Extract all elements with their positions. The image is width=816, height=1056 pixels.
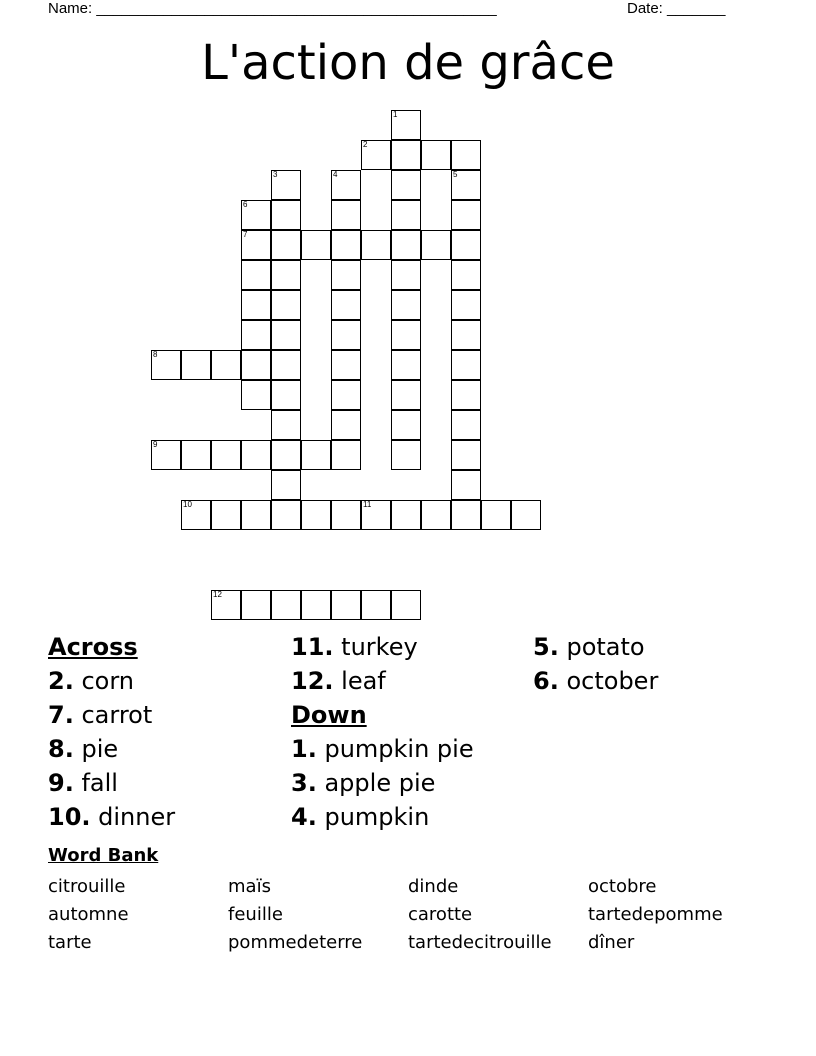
crossword-cell[interactable] xyxy=(391,290,421,320)
word-bank-word: tartedecitrouille xyxy=(408,932,552,953)
crossword-cell[interactable] xyxy=(391,140,421,170)
crossword-cell[interactable] xyxy=(241,590,271,620)
crossword-cell[interactable] xyxy=(271,260,301,290)
crossword-cell[interactable] xyxy=(331,290,361,320)
crossword-cell[interactable] xyxy=(271,320,301,350)
crossword-cell[interactable] xyxy=(241,320,271,350)
crossword-cell[interactable] xyxy=(241,380,271,410)
crossword-cell[interactable] xyxy=(361,500,391,530)
crossword-cell[interactable] xyxy=(301,440,331,470)
crossword-cell[interactable] xyxy=(421,140,451,170)
word-bank-word: citrouille xyxy=(48,876,126,897)
clue-number: 10 xyxy=(183,500,192,509)
clue-across-8: 8. pie xyxy=(48,735,119,763)
crossword-cell[interactable] xyxy=(301,230,331,260)
clue-across-12: 12. leaf xyxy=(291,667,386,695)
crossword-cell[interactable] xyxy=(451,500,481,530)
crossword-cell[interactable] xyxy=(241,350,271,380)
word-bank-word: pommedeterre xyxy=(228,932,363,953)
clue-column-1 xyxy=(48,630,175,834)
clue-across-10: 10. dinner xyxy=(48,803,176,831)
clue-number: 3 xyxy=(273,170,278,179)
crossword-cell[interactable] xyxy=(331,590,361,620)
crossword-cell[interactable] xyxy=(481,500,511,530)
crossword-cell[interactable] xyxy=(451,440,481,470)
crossword-cell[interactable] xyxy=(241,440,271,470)
crossword-cell[interactable] xyxy=(391,170,421,200)
crossword-cell[interactable] xyxy=(271,170,301,200)
crossword-cell[interactable] xyxy=(391,500,421,530)
clue-column-3 xyxy=(533,630,658,698)
clue-number: 12 xyxy=(213,590,222,599)
crossword-cell[interactable] xyxy=(271,350,301,380)
clue-number: 2 xyxy=(363,140,368,149)
crossword-cell[interactable] xyxy=(331,380,361,410)
crossword-cell[interactable] xyxy=(241,260,271,290)
crossword-cell[interactable] xyxy=(211,440,241,470)
clue-across-11: 11. turkey xyxy=(291,633,418,661)
crossword-cell[interactable] xyxy=(331,500,361,530)
crossword-cell[interactable] xyxy=(391,200,421,230)
clue-down-1: 1. pumpkin pie xyxy=(291,735,474,763)
crossword-cell[interactable] xyxy=(451,380,481,410)
clue-number: 1 xyxy=(393,110,398,119)
crossword-cell[interactable] xyxy=(271,500,301,530)
crossword-cell[interactable] xyxy=(271,440,301,470)
clue-number: 6 xyxy=(243,200,248,209)
crossword-cell[interactable] xyxy=(181,500,211,530)
clue-number: 11 xyxy=(363,500,372,509)
crossword-cell[interactable] xyxy=(181,350,211,380)
clue-across-2: 2. corn xyxy=(48,667,135,695)
word-bank-word: feuille xyxy=(228,904,283,925)
word-bank-title: Word Bank xyxy=(48,845,159,866)
clue-down-6: 6. october xyxy=(533,667,659,695)
crossword-cell[interactable] xyxy=(331,170,361,200)
crossword-cell[interactable] xyxy=(391,410,421,440)
crossword-cell[interactable] xyxy=(301,500,331,530)
crossword-cell[interactable] xyxy=(271,230,301,260)
crossword-cell[interactable] xyxy=(151,440,181,470)
crossword-cell[interactable] xyxy=(391,590,421,620)
crossword-cell[interactable] xyxy=(391,260,421,290)
crossword-cell[interactable] xyxy=(331,200,361,230)
word-bank-word: maïs xyxy=(228,876,271,897)
crossword-cell[interactable] xyxy=(271,290,301,320)
crossword-cell[interactable] xyxy=(451,140,481,170)
crossword-cell[interactable] xyxy=(271,470,301,500)
word-bank-word: automne xyxy=(48,904,129,925)
word-bank xyxy=(48,873,768,957)
crossword-cell[interactable] xyxy=(451,410,481,440)
word-bank-word: carotte xyxy=(408,904,473,925)
crossword-cell[interactable] xyxy=(211,500,241,530)
crossword-cell[interactable] xyxy=(211,590,241,620)
crossword-cell[interactable] xyxy=(451,230,481,260)
clue-number: 4 xyxy=(333,170,338,179)
crossword-cell[interactable] xyxy=(241,500,271,530)
crossword-cell[interactable] xyxy=(361,140,391,170)
word-bank-word: dîner xyxy=(588,932,635,953)
crossword-cell[interactable] xyxy=(331,230,361,260)
crossword-cell[interactable] xyxy=(391,230,421,260)
crossword-cell[interactable] xyxy=(451,350,481,380)
crossword-cell[interactable] xyxy=(421,230,451,260)
crossword-cell[interactable] xyxy=(391,110,421,140)
crossword-cell[interactable] xyxy=(331,410,361,440)
crossword-cell[interactable] xyxy=(391,350,421,380)
crossword-cell[interactable] xyxy=(361,590,391,620)
crossword-cell[interactable] xyxy=(301,590,331,620)
crossword-cell[interactable] xyxy=(241,200,271,230)
crossword-cell[interactable] xyxy=(331,320,361,350)
crossword-cell[interactable] xyxy=(331,440,361,470)
crossword-cell[interactable] xyxy=(391,380,421,410)
name-line: Name: ________________________________________________ xyxy=(48,0,497,17)
crossword-cell[interactable] xyxy=(151,350,181,380)
crossword-cell[interactable] xyxy=(271,590,301,620)
across-heading: Across xyxy=(48,633,138,661)
clue-column-2 xyxy=(291,630,474,834)
clue-across-7: 7. carrot xyxy=(48,701,153,729)
clue-number: 5 xyxy=(453,170,458,179)
crossword-cell[interactable] xyxy=(361,230,391,260)
clue-number: 8 xyxy=(153,350,158,359)
word-bank-word: octobre xyxy=(588,876,657,897)
crossword-cell[interactable] xyxy=(451,170,481,200)
crossword-cell[interactable] xyxy=(451,320,481,350)
crossword-cell[interactable] xyxy=(451,470,481,500)
crossword-cell[interactable] xyxy=(421,500,451,530)
clue-down-3: 3. apple pie xyxy=(291,769,436,797)
page-title: L'action de grâce xyxy=(201,35,615,91)
word-bank-word: tarte xyxy=(48,932,92,953)
word-bank-word: dinde xyxy=(408,876,459,897)
crossword-cell[interactable] xyxy=(241,290,271,320)
crossword-cell[interactable] xyxy=(331,350,361,380)
clue-number: 9 xyxy=(153,440,158,449)
word-bank-word: tartedepomme xyxy=(588,904,723,925)
crossword-cell[interactable] xyxy=(331,260,361,290)
crossword-cell[interactable] xyxy=(181,440,211,470)
crossword-cell[interactable] xyxy=(211,350,241,380)
clue-across-9: 9. fall xyxy=(48,769,118,797)
down-heading: Down xyxy=(291,701,367,729)
crossword-cell[interactable] xyxy=(511,500,541,530)
crossword-cell[interactable] xyxy=(241,230,271,260)
crossword-cell[interactable] xyxy=(271,200,301,230)
crossword-cell[interactable] xyxy=(271,410,301,440)
crossword-cell[interactable] xyxy=(451,290,481,320)
date-line: Date: _______ xyxy=(627,0,726,17)
clue-down-4: 4. pumpkin xyxy=(291,803,430,831)
crossword-cell[interactable] xyxy=(271,380,301,410)
crossword-cell[interactable] xyxy=(391,440,421,470)
crossword-cell[interactable] xyxy=(451,200,481,230)
crossword-cell[interactable] xyxy=(451,260,481,290)
clue-down-5: 5. potato xyxy=(533,633,645,661)
crossword-cell[interactable] xyxy=(391,320,421,350)
clue-number: 7 xyxy=(243,230,248,239)
